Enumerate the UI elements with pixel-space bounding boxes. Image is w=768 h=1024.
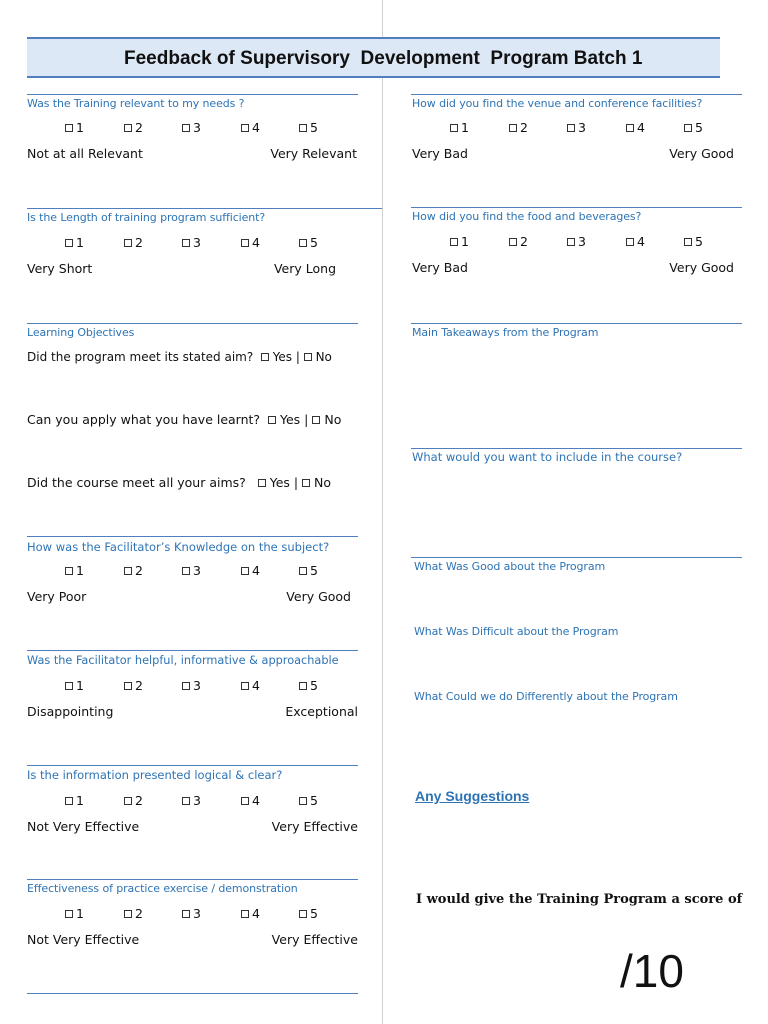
scale-low-label: Disappointing [27, 704, 114, 719]
checkbox-1[interactable] [65, 239, 73, 247]
section-rule [27, 765, 358, 766]
checkbox-5[interactable] [299, 797, 307, 805]
checkbox-1[interactable] [65, 567, 73, 575]
checkbox-4[interactable] [626, 238, 634, 246]
checkbox-1[interactable] [65, 124, 73, 132]
checkbox-3[interactable] [182, 910, 190, 918]
checkbox-yes[interactable] [261, 353, 269, 361]
section-rule [27, 993, 358, 994]
section-rule [27, 536, 358, 537]
section-rule [411, 323, 742, 324]
checkbox-2[interactable] [124, 797, 132, 805]
scale-low-label: Not at all Relevant [27, 146, 143, 161]
section-rule [411, 207, 742, 208]
checkbox-3[interactable] [182, 239, 190, 247]
include-in-course-label: What would you want to include in the course? [412, 450, 683, 464]
checkbox-4[interactable] [241, 567, 249, 575]
scale-high-label: Very Effective [271, 819, 358, 834]
checkbox-2[interactable] [509, 124, 517, 132]
checkbox-3[interactable] [182, 124, 190, 132]
scale-low-label: Very Short [27, 261, 93, 276]
checkbox-2[interactable] [124, 124, 132, 132]
question-length: Is the Length of training program sufficient? [27, 211, 266, 224]
checkbox-no[interactable] [304, 353, 312, 361]
question-facilitator-helpful: Was the Facilitator helpful, informative & approachable [27, 654, 339, 667]
checkbox-2[interactable] [124, 910, 132, 918]
scale-low-label: Very Bad [412, 260, 468, 275]
section-rule [411, 94, 742, 95]
checkbox-no[interactable] [312, 416, 320, 424]
checkbox-5[interactable] [299, 124, 307, 132]
question-training-relevance: Was the Training relevant to my needs ? [27, 97, 245, 110]
checkbox-yes[interactable] [258, 479, 266, 487]
checkbox-4[interactable] [241, 797, 249, 805]
question-venue: How did you find the venue and conference facilities? [412, 97, 703, 110]
checkbox-5[interactable] [684, 238, 692, 246]
what-differently-label: What Could we do Differently about the Program [414, 690, 678, 703]
page-divider [382, 0, 383, 1024]
checkbox-3[interactable] [182, 797, 190, 805]
question-stated-aim: Did the program meet its stated aim? Yes | No [27, 350, 332, 364]
checkbox-5[interactable] [299, 682, 307, 690]
checkbox-2[interactable] [124, 239, 132, 247]
scale-high-label: Very Relevant [270, 146, 357, 161]
scale-low-label: Very Poor [27, 589, 87, 604]
checkbox-1[interactable] [65, 682, 73, 690]
learning-objectives-header: Learning Objectives [27, 326, 135, 339]
scale-high-label: Very Good [669, 146, 734, 161]
any-suggestions-heading: Any Suggestions [415, 788, 530, 804]
checkbox-3[interactable] [567, 238, 575, 246]
checkbox-5[interactable] [299, 910, 307, 918]
score-statement: I would give the Training Program a score of [416, 892, 743, 907]
section-rule [411, 557, 742, 558]
what-was-difficult-label: What Was Difficult about the Program [414, 625, 619, 638]
checkbox-4[interactable] [241, 239, 249, 247]
checkbox-5[interactable] [299, 567, 307, 575]
scale-high-label: Very Good [669, 260, 734, 275]
question-logical-clear: Is the information presented logical & clear? [27, 768, 283, 782]
page-title: Feedback of Supervisory Development Program Batch 1 [124, 48, 643, 69]
checkbox-1[interactable] [65, 797, 73, 805]
what-was-good-label: What Was Good about the Program [414, 560, 606, 573]
scale-low-label: Not Very Effective [27, 819, 140, 834]
question-practice-effectiveness: Effectiveness of practice exercise / demonstration [27, 882, 298, 895]
checkbox-1[interactable] [450, 124, 458, 132]
checkbox-3[interactable] [182, 567, 190, 575]
checkbox-5[interactable] [299, 239, 307, 247]
checkbox-yes[interactable] [268, 416, 276, 424]
question-facilitator-knowledge: How was the Facilitator’s Knowledge on the subject? [27, 540, 330, 554]
checkbox-1[interactable] [450, 238, 458, 246]
scale-low-label: Very Bad [412, 146, 468, 161]
main-takeaways-label: Main Takeaways from the Program [412, 326, 599, 339]
checkbox-3[interactable] [182, 682, 190, 690]
checkbox-2[interactable] [509, 238, 517, 246]
checkbox-4[interactable] [241, 910, 249, 918]
checkbox-3[interactable] [567, 124, 575, 132]
scale-high-label: Very Good [286, 589, 351, 604]
checkbox-4[interactable] [241, 124, 249, 132]
checkbox-2[interactable] [124, 682, 132, 690]
section-rule [27, 879, 358, 880]
scale-high-label: Very Long [273, 261, 336, 276]
checkbox-no[interactable] [302, 479, 310, 487]
section-rule [411, 448, 742, 449]
scale-high-label: Very Effective [271, 932, 358, 947]
question-apply-learning: Can you apply what you have learnt? Yes | No [27, 412, 342, 427]
question-meet-aims: Did the course meet all your aims? Yes | No [27, 475, 332, 490]
score-out-of: /10 [620, 945, 684, 997]
section-rule [27, 323, 358, 324]
checkbox-4[interactable] [626, 124, 634, 132]
checkbox-2[interactable] [124, 567, 132, 575]
question-food: How did you find the food and beverages? [412, 210, 642, 223]
scale-high-label: Exceptional [285, 704, 358, 719]
checkbox-5[interactable] [684, 124, 692, 132]
section-rule [27, 650, 358, 651]
section-rule [27, 94, 358, 95]
checkbox-4[interactable] [241, 682, 249, 690]
scale-low-label: Not Very Effective [27, 932, 140, 947]
checkbox-1[interactable] [65, 910, 73, 918]
section-rule [27, 208, 382, 209]
